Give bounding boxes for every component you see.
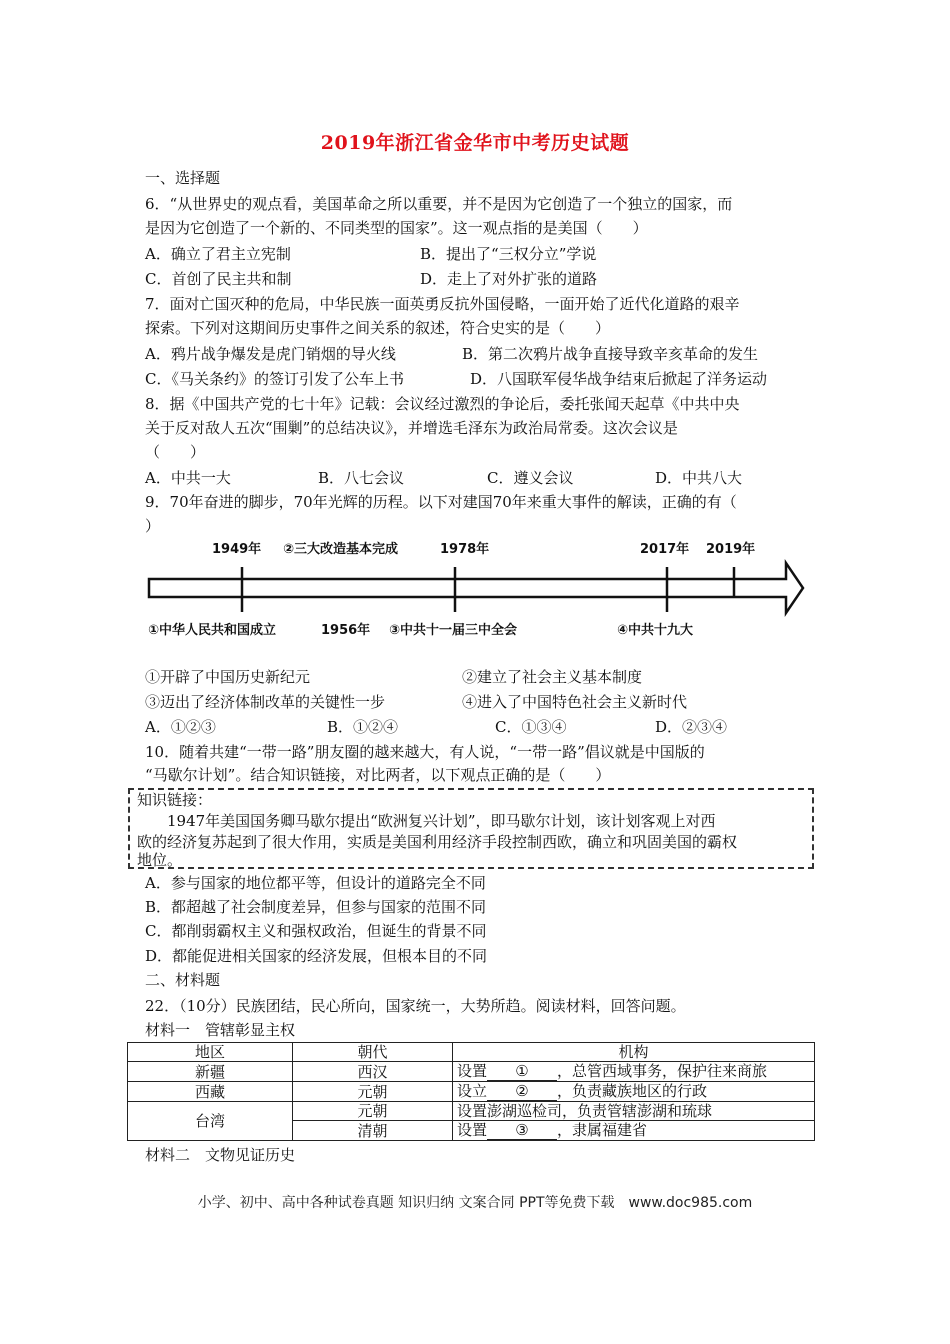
table-header-cell: 地区 bbox=[128, 1043, 293, 1062]
q8-stem-line3: （ ） bbox=[145, 443, 206, 461]
table-header-row bbox=[128, 1043, 815, 1062]
q7-option-d: D．八国联军侵华战争结束后掀起了洋务运动 bbox=[470, 370, 768, 388]
q10-option-c: C．都削弱霸权主义和强权政治，但诞生的背景不同 bbox=[145, 922, 487, 940]
q6-stem-line2: 是因为它创造了一个新的、不同类型的国家”。这一观点指的是美国（ ） bbox=[145, 219, 648, 237]
q9-option-b: B．①②④ bbox=[327, 718, 399, 736]
table-cell-dynasty: 西汉 bbox=[293, 1062, 453, 1082]
fill-blank-2: ② bbox=[487, 1082, 557, 1101]
q9-stem-line1: 9．70年奋进的脚步，70年光辉的历程。以下对建国70年来重大事件的解读，正确的有（ bbox=[145, 493, 737, 511]
page-footer: 小学、初中、高中各种试卷真题 知识归纳 文案合同 PPT等免费下载 www.doc985.com bbox=[197, 1195, 753, 1211]
q9-statement-3: ③迈出了经济体制改革的关键性一步 bbox=[145, 693, 386, 711]
cell-text: ，隶属福建省 bbox=[557, 1121, 648, 1139]
q6-stem-line1: 6．“从世界史的观点看，美国革命之所以重要，并不是因为它创造了一个独立的国家，而 bbox=[145, 195, 733, 213]
q8-stem-line1: 8．据《中国共产党的七十年》记载：会议经过激烈的争论后，委托张闻天起草《中共中央 bbox=[145, 395, 740, 413]
table-row bbox=[128, 1102, 815, 1121]
q8-option-b: B．八七会议 bbox=[318, 469, 405, 487]
cell-text: ，负责藏族地区的行政 bbox=[557, 1082, 708, 1100]
timeline-label-1949: 1949年 bbox=[212, 542, 262, 557]
timeline-label-19th-congress: ④中共十九大 bbox=[617, 623, 694, 638]
q10-stem-line2: “马歇尔计划”。结合知识链接，对比两者，以下观点正确的是（ ） bbox=[145, 766, 611, 784]
q10-option-a: A．参与国家的地位都平等，但设计的道路完全不同 bbox=[145, 874, 486, 892]
table-cell-dynasty: 清朝 bbox=[293, 1121, 453, 1141]
q8-option-a: A．中共一大 bbox=[145, 469, 231, 487]
q10-stem-line1: 10．随着共建“一带一路”朋友圈的越来越大，有人说，“一带一路”倡议就是中国版的 bbox=[145, 743, 705, 761]
section-heading: 一、选择题 bbox=[145, 169, 221, 187]
q9-statement-4: ④进入了中国特色社会主义新时代 bbox=[462, 693, 688, 711]
timeline-label-1978: 1978年 bbox=[440, 542, 490, 557]
table-cell-dynasty: 元朝 bbox=[293, 1082, 453, 1102]
q7-stem-line1: 7．面对亡国灭种的危局，中华民族一面英勇反抗外国侵略，一面开始了近代化道路的艰辛 bbox=[145, 295, 740, 313]
fill-blank-3: ③ bbox=[487, 1121, 557, 1140]
fill-blank-1: ① bbox=[487, 1062, 557, 1081]
table-cell-region: 台湾 bbox=[128, 1102, 293, 1141]
cell-text: ，总管西域事务，保护往来商旅 bbox=[557, 1062, 768, 1080]
material-1-title: 材料一 管辖彰显主权 bbox=[145, 1021, 296, 1039]
table-header-cell: 机构 bbox=[453, 1043, 815, 1062]
q6-option-b: B．提出了“三权分立”学说 bbox=[420, 245, 597, 263]
q7-option-b: B．第二次鸦片战争直接导致辛亥革命的发生 bbox=[462, 345, 759, 363]
timeline-label-2017: 2017年 bbox=[640, 542, 690, 557]
timeline-label-three-reforms: ②三大改造基本完成 bbox=[283, 542, 399, 557]
table-cell-region: 西藏 bbox=[128, 1082, 293, 1102]
q8-stem-line2: 关于反对敌人五次“围剿”的总结决议》，并增选毛泽东为政治局常委。这次会议是 bbox=[145, 419, 678, 437]
q10-option-d: D．都能促进相关国家的经济发展，但根本目的不同 bbox=[145, 947, 488, 965]
timeline-label-1956: 1956年 bbox=[321, 623, 371, 638]
q9-stem-line2: ） bbox=[145, 517, 161, 535]
table-cell-institution: 设置澎湖巡检司，负责管辖澎湖和琉球 bbox=[453, 1102, 815, 1121]
q6-option-a: A．确立了君主立宪制 bbox=[145, 245, 291, 263]
section-heading-2: 二、材料题 bbox=[145, 971, 221, 989]
cell-text: 设立 bbox=[457, 1082, 488, 1100]
knowledge-link-title: 知识链接： bbox=[137, 791, 213, 809]
q22-stem: 22．（10分）民族团结，民心所向，国家统一，大势所趋。阅读材料，回答问题。 bbox=[145, 997, 686, 1015]
q8-option-c: C．遵义会议 bbox=[487, 469, 574, 487]
material-2-title: 材料二 文物见证历史 bbox=[145, 1146, 296, 1164]
q8-option-d: D．中共八大 bbox=[655, 469, 743, 487]
q6-option-d: D．走上了对外扩张的道路 bbox=[420, 270, 598, 288]
knowledge-link-line1: 1947年美国国务卿马歇尔提出“欧洲复兴计划”，即马歇尔计划，该计划客观上对西 bbox=[167, 812, 716, 830]
table-header-cell: 朝代 bbox=[293, 1043, 453, 1062]
q6-option-c: C．首创了民主共和制 bbox=[145, 270, 292, 288]
table-cell-institution bbox=[453, 1121, 815, 1141]
table-cell-dynasty: 元朝 bbox=[293, 1102, 453, 1121]
q7-option-a: A．鸦片战争爆发是虎门销烟的导火线 bbox=[145, 345, 396, 363]
q9-statement-1: ①开辟了中国历史新纪元 bbox=[145, 668, 311, 686]
table-cell-institution bbox=[453, 1082, 815, 1102]
q7-option-c: C．《马关条约》的签订引发了公车上书 bbox=[145, 370, 404, 388]
knowledge-link-line2: 欧的经济复苏起到了很大作用，实质是美国利用经济手段控制西欧，确立和巩固美国的霸权 bbox=[137, 833, 738, 851]
table-row bbox=[128, 1082, 815, 1102]
q9-option-d: D．②③④ bbox=[655, 718, 728, 736]
q9-option-a: A．①②③ bbox=[145, 718, 216, 736]
timeline-label-2019: 2019年 bbox=[706, 542, 756, 557]
material-table bbox=[127, 1042, 815, 1141]
cell-text: 设置 bbox=[457, 1062, 488, 1080]
table-cell-region: 新疆 bbox=[128, 1062, 293, 1082]
timeline-label-third-plenum: ③中共十一届三中全会 bbox=[389, 623, 518, 638]
q9-statement-2: ②建立了社会主义基本制度 bbox=[462, 668, 643, 686]
table-row bbox=[128, 1062, 815, 1082]
cell-text: 设置 bbox=[457, 1121, 488, 1139]
timeline-label-prc-founded: ①中华人民共和国成立 bbox=[148, 623, 277, 638]
q10-option-b: B．都超越了社会制度差异，但参与国家的范围不同 bbox=[145, 898, 487, 916]
table-cell-institution bbox=[453, 1062, 815, 1082]
q7-stem-line2: 探索。下列对这期间历史事件之间关系的叙述，符合史实的是（ ） bbox=[145, 319, 611, 337]
q9-option-c: C．①③④ bbox=[495, 718, 567, 736]
knowledge-link-line3: 地位。 bbox=[137, 851, 183, 869]
page-title: 2019年浙江省金华市中考历史试题 bbox=[320, 132, 630, 154]
